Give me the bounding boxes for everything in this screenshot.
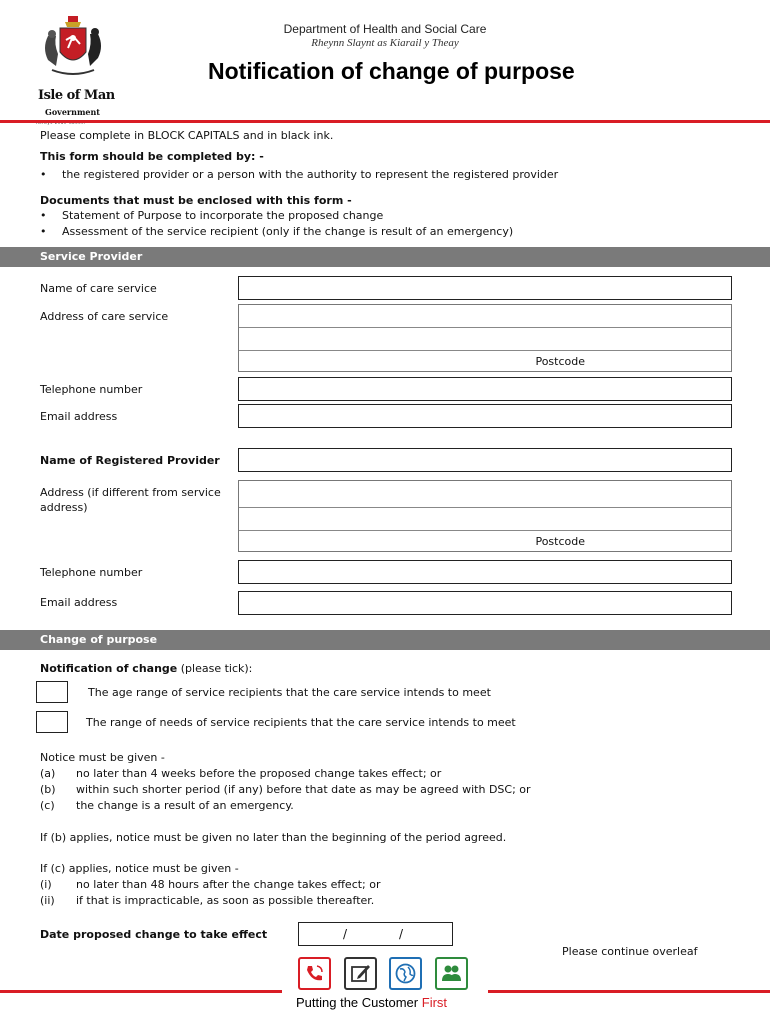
footer-divider-right <box>488 990 770 993</box>
care-service-name-label: Name of care service <box>40 282 157 295</box>
list-item: • Statement of Purpose to incorporate the proposed change <box>40 209 383 222</box>
crest-icon <box>38 14 108 84</box>
footer-slogan <box>296 995 476 1010</box>
logo-subtitle: Government <box>45 107 101 117</box>
postcode-label: Postcode <box>535 535 585 548</box>
notice-marker: (c) <box>40 799 55 812</box>
provider-telephone-field[interactable] <box>238 560 732 584</box>
age-range-option-label: The age range of service recipients that the care service intends to meet <box>88 686 491 699</box>
registered-provider-field[interactable] <box>238 448 732 472</box>
notice-marker: (a) <box>40 767 56 780</box>
header-divider <box>0 120 770 123</box>
notice-item: the change is a result of an emergency. <box>76 799 294 812</box>
documents-heading: Documents that must be enclosed with this form - <box>40 194 352 207</box>
provider-address-label: Address (if different from service <box>40 486 221 499</box>
needs-range-checkbox[interactable] <box>36 711 68 733</box>
list-item: • Assessment of the service recipient (only if the change is result of an emergency) <box>40 225 513 238</box>
form-edit-icon <box>344 957 377 990</box>
notice-marker: (ii) <box>40 894 55 907</box>
notice-item: no later than 4 weeks before the proposed change takes effect; or <box>76 767 442 780</box>
notification-heading-text: Notification of change <box>40 662 178 675</box>
provider-address-label-cont: address) <box>40 501 88 514</box>
date-label: Date proposed change to take effect <box>40 928 268 941</box>
globe-icon <box>389 957 422 990</box>
notification-heading <box>40 662 252 675</box>
section-header-change-of-purpose <box>0 630 770 650</box>
notice-marker: (i) <box>40 878 52 891</box>
logo-title: Isle of Man <box>38 88 115 103</box>
provider-email-label: Email address <box>40 596 118 609</box>
continue-overleaf-text: Please continue overleaf <box>562 945 698 958</box>
notification-hint: (please tick): <box>180 662 253 675</box>
section-title: Change of purpose <box>40 633 158 646</box>
address-line-divider <box>239 327 731 328</box>
date-separator: / <box>399 927 404 941</box>
footer-divider-left <box>0 990 282 993</box>
section-header-service-provider <box>0 247 770 267</box>
phone-icon <box>298 957 331 990</box>
care-service-address-field[interactable] <box>238 304 732 372</box>
address-line-divider <box>239 507 731 508</box>
telephone-label: Telephone number <box>40 383 143 396</box>
notice-heading: Notice must be given - <box>40 751 165 764</box>
department-name: Department of Health and Social Care <box>283 22 487 36</box>
notice-item: within such shorter period (if any) before that date as may be agreed with DSC; or <box>76 783 531 796</box>
slogan-suffix: First <box>421 995 448 1010</box>
provider-telephone-label: Telephone number <box>40 566 143 579</box>
b-applies-text: If (b) applies, notice must be given no later than the beginning of the period agreed. <box>40 831 507 844</box>
date-input-field[interactable] <box>298 922 453 946</box>
postcode-label: Postcode <box>535 355 585 368</box>
people-icon <box>435 957 468 990</box>
provider-address-field[interactable] <box>238 480 732 552</box>
list-item: • the registered provider or a person with the authority to represent the registered provider <box>40 168 558 181</box>
department-name-manx: Rheynn Slaynt as Kiarail y Theay <box>311 37 459 49</box>
care-service-name-field[interactable] <box>238 276 732 300</box>
c-applies-heading: If (c) applies, notice must be given - <box>40 862 239 875</box>
notice-item: if that is impracticable, as soon as possible thereafter. <box>76 894 375 907</box>
registered-provider-label: Name of Registered Provider <box>40 454 220 467</box>
care-service-address-label: Address of care service <box>40 310 169 323</box>
age-range-checkbox[interactable] <box>36 681 68 703</box>
telephone-field[interactable] <box>238 377 732 401</box>
needs-range-option-label: The range of needs of service recipients that the care service intends to meet <box>86 716 516 729</box>
notice-item: no later than 48 hours after the change takes effect; or <box>76 878 381 891</box>
instruction-text: Please complete in BLOCK CAPITALS and in black ink. <box>40 129 334 142</box>
section-title: Service Provider <box>40 250 143 263</box>
page-title: Notification of change of purpose <box>208 58 575 84</box>
slogan-prefix: Putting the Customer <box>296 995 419 1010</box>
address-line-divider <box>239 350 731 351</box>
email-field[interactable] <box>238 404 732 428</box>
address-line-divider <box>239 530 731 531</box>
government-logo <box>30 14 118 120</box>
provider-email-field[interactable] <box>238 591 732 615</box>
email-label: Email address <box>40 410 118 423</box>
notice-marker: (b) <box>40 783 56 796</box>
date-separator: / <box>343 927 348 941</box>
completed-by-heading: This form should be completed by: - <box>40 150 264 163</box>
